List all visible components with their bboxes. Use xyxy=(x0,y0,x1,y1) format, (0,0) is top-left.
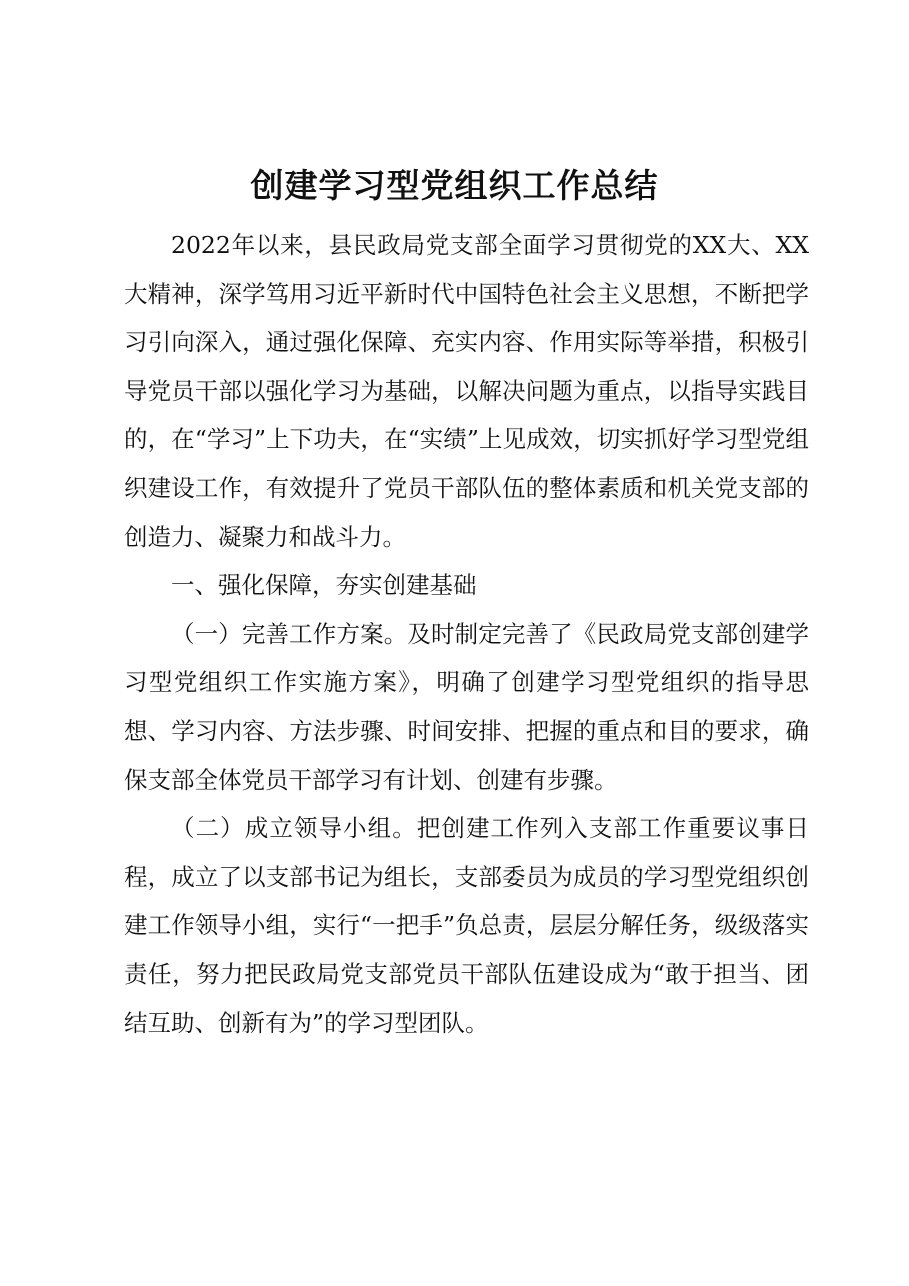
document-body xyxy=(124,221,809,1047)
document-title: 创建学习型党组织工作总结 xyxy=(250,166,659,205)
section-heading: 一、强化保障，夯实创建基础 xyxy=(171,571,477,600)
intro-paragraph: 2022年以来，县民政局党支部全面学习贯彻党的XX大、XX大精神，深学笃用习近平新时代中国特色社会主义思想，不断把学习引向深入，通过强化保障、充实内容、作用实际等举措，积极引导党员干部以强化学习为基础，以解决问题为重点，以指导实践目的，在“学习”上下功夫，在“实绩”上见成效，切实抓好学习型党组织建设工作，有效提升了党员干部队伍的整体素质和机关党支部的创造力、凝聚力和战斗力。 xyxy=(124,231,809,551)
subsection-paragraph-1: （一）完善工作方案。及时制定完善了《民政局党支部创建学习型党组织工作实施方案》，明确了创建学习型党组织的指导思想、学习内容、方法步骤、时间安排、把握的重点和目的要求，确保支部全体党员干部学习有计划、创建有步骤。 xyxy=(124,619,809,794)
subsection-paragraph-2: （二）成立领导小组。把创建工作列入支部工作重要议事日程，成立了以支部书记为组长，支部委员为成员的学习型党组织创建工作领导小组，实行“一把手”负总责，层层分解任务，级级落实责任，努力把民政局党支部党员干部队伍建设成为“敢于担当、团结互助、创新有为”的学习型团队。 xyxy=(124,814,809,1037)
